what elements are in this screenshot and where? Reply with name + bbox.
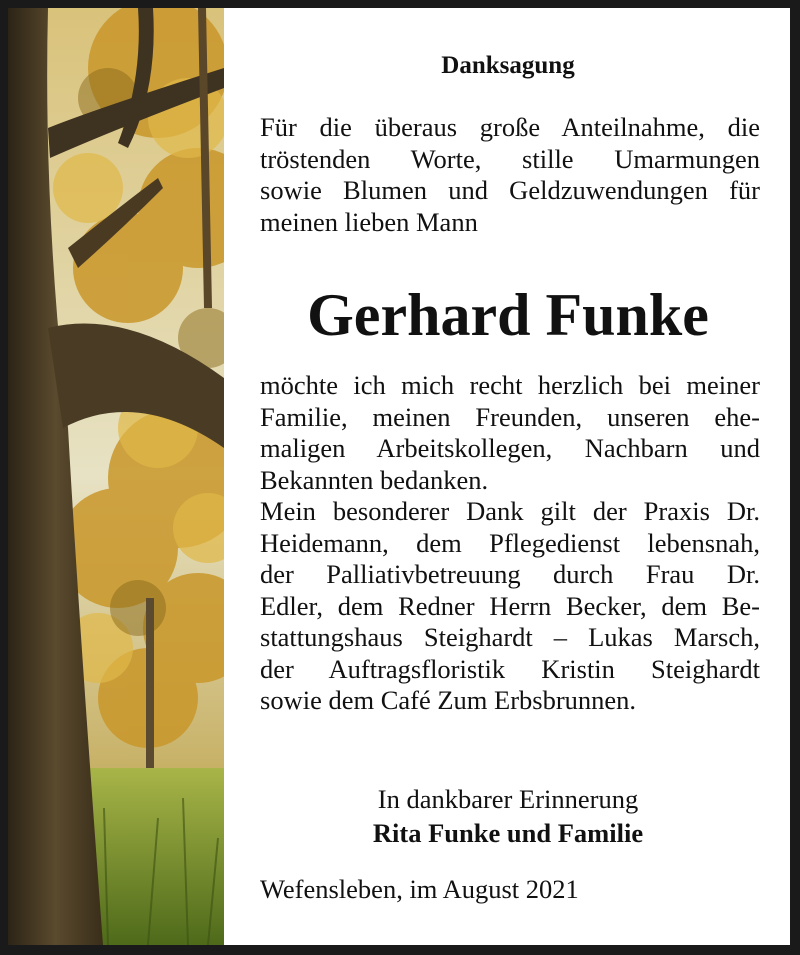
body-line: Edler, dem Redner Herrn Becker, dem Be- xyxy=(260,590,760,621)
notice-heading: Danksagung xyxy=(441,52,575,79)
intro-line: Für die überaus große Anteilnahme, die xyxy=(260,112,760,142)
intro-line: meinen lieben Mann xyxy=(260,206,478,237)
body-line: der Auftragsfloristik Kristin Steighardt xyxy=(260,653,760,684)
intro-paragraph xyxy=(260,112,760,238)
body-line: sowie dem Café Zum Erbsbrunnen. xyxy=(260,685,637,715)
obituary-notice xyxy=(8,8,790,945)
place-date: Wefensleben, im August 2021 xyxy=(260,874,579,904)
body-line: Heidemann, dem Pflegedienst lebensnah, xyxy=(260,527,760,558)
closing-line: In dankbarer Erinnerung xyxy=(377,784,639,814)
body-line: Familie, meinen Freunden, unseren ehe- xyxy=(260,401,760,432)
body-line: Bekannten bedanken. xyxy=(260,464,489,495)
thanks-paragraph xyxy=(260,370,760,717)
signature: Rita Funke und Familie xyxy=(372,818,644,848)
body-line: stattungshaus Steighardt – Lukas Marsch, xyxy=(260,622,760,652)
body-line: möchte ich mich recht herzlich bei meiner xyxy=(260,370,760,400)
body-line: der Palliativbetreuung durch Frau Dr. xyxy=(260,559,760,589)
body-line: Mein besonderer Dank gilt der Praxis Dr. xyxy=(260,496,760,526)
intro-line: sowie Blumen und Geldzuwendungen für xyxy=(260,175,760,205)
autumn-tree-photo xyxy=(8,8,224,945)
deceased-name: Gerhard Funke xyxy=(307,282,709,348)
intro-line: tröstenden Worte, stille Umarmungen xyxy=(260,143,760,174)
body-line: maligen Arbeitskollegen, Nachbarn und xyxy=(260,433,760,463)
